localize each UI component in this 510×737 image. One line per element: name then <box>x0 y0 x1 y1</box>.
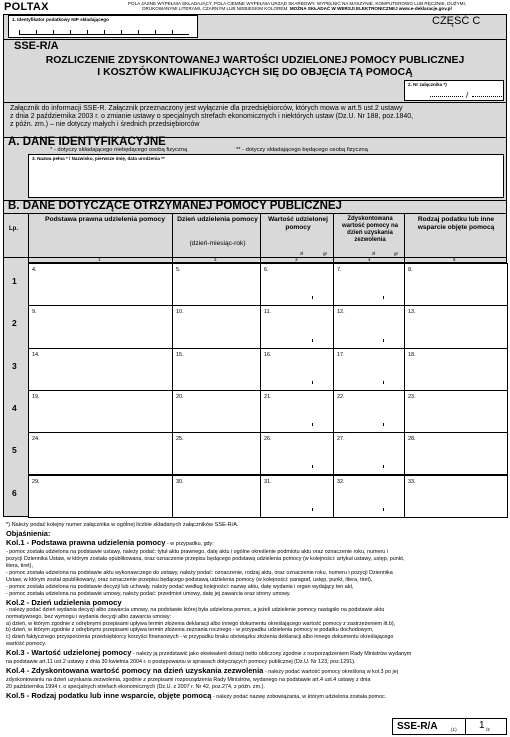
colnum-3: 3 <box>295 257 298 262</box>
col5-header: Rodzaj podatku lub inne wsparcie objęte pomocą <box>417 216 495 231</box>
col2-header: Dzień udzielenia pomocy <box>177 216 258 223</box>
decimal-comma <box>383 381 385 384</box>
section-a-title: A. DANE IDENTYFIKACYJNE <box>8 136 166 148</box>
decimal-comma <box>312 296 314 299</box>
row-lp: 2 <box>12 318 17 329</box>
footer-code: SSE-R/A <box>397 721 438 732</box>
cell-number: 22. <box>337 393 345 400</box>
decimal-comma <box>383 508 385 511</box>
table-cell-col2[interactable] <box>172 348 261 391</box>
decimal-comma <box>383 339 385 342</box>
decimal-comma <box>312 508 314 511</box>
table-cell-col4[interactable] <box>333 390 405 433</box>
header-note-line2: DRUKOWANYMI LITERAMI, CZARNYM LUB NIEBIESKIM KOLOREM. MOŻNA SKŁADAĆ W WERSJI ELEKTRONICZNEJ www.e-deklaracje.gov.pl <box>142 6 452 12</box>
kol1-line5: Ustaw, w którym został opublikowany, oraz oznaczenie przepisu będącego podstawą udzielenia pomocy (w kolejności: paragraf, ustęp, punkt, litera, tiret), <box>6 577 373 584</box>
col2-subheader: (dzień-miesiąc-rok) <box>189 240 246 247</box>
table-cell-col3[interactable] <box>260 390 334 433</box>
footer-divider <box>465 719 466 734</box>
cell-number: 13. <box>408 309 416 316</box>
table-cell-col2[interactable] <box>172 305 261 348</box>
kol2-line4: b) dzień, w którym zgodnie z odrębnymi przepisami upływa termin złożenia zeznania rocznego - w przypadku udzielenia pomocy w podatku dochodowym, <box>6 627 374 634</box>
row-lp: 5 <box>12 445 17 456</box>
kol3-line2: na podstawie art.11 ust.2 ustawy z dnia 30 kwietnia 2004 r. o postępowaniu w sprawach dotyczących pomocy publicznej (Dz.U. Nr 123, poz.1291). <box>6 659 356 666</box>
colnum-5: 5 <box>453 257 456 262</box>
nip-label: 1. Identyfikator podatkowy NIP składającego <box>12 17 109 22</box>
cell-number: 18. <box>408 351 416 358</box>
table-cell-col3[interactable] <box>260 263 334 306</box>
decimal-comma <box>383 423 385 426</box>
table-cell-col3[interactable] <box>260 348 334 391</box>
table-cell-col5[interactable] <box>404 390 508 433</box>
intro-line2: z dnia 2 października 2003 r. o zmianie ustawy o specjalnych strefach ekonomicznych i niektórych ustaw (Dz.U. Nr 188, poz.1840, <box>10 113 414 121</box>
kol2-line1: - należy podać dzień wydania decyzji albo zawarcia umowy, na podstawie której była udzielona pomoc, a jeżeli udzielenie pomocy nastąpiło na podstawie aktu <box>6 606 385 613</box>
kol4-line2: zdyskontowaniu na dzień uzyskania zezwolenia, zgodnie z przepisami rozporządzenia Rady Ministrów, wydanego na podstawie art.4 ust.4 ustawy z dnia <box>6 677 371 684</box>
kol4-line3: 20 października 1994 r. o specjalnych strefach ekonomicznych (Dz.U. z 2007 r. Nr 42, poz.274, z późn. zm.). <box>6 684 265 690</box>
kol1-line4: - pomoc została udzielona na podstawie aktu wykonawczego do ustawy, należy podać: oznaczenie, rodzaj aktu, oraz oznaczenie roku, numeru i pozycji Dziennika <box>6 570 393 577</box>
table-cell-col4[interactable] <box>333 348 405 391</box>
section-a-legend1: * - dotyczy składającego niebędącego osobą fizyczną <box>50 147 188 153</box>
attachment-number-line2 <box>472 96 502 97</box>
decimal-comma <box>312 381 314 384</box>
section-b-title: B. DANE DOTYCZĄCE OTRZYMANEJ POMOCY PUBLICZNEJ <box>8 200 342 212</box>
col4-gr: gr <box>394 251 399 256</box>
col4-zl: zł <box>372 251 376 256</box>
header-note-site: www.e-deklaracje.gov.pl <box>398 6 452 12</box>
table-cell-col4[interactable] <box>333 432 405 475</box>
decimal-comma <box>312 339 314 342</box>
cell-number: 19. <box>32 393 40 400</box>
table-cell-col5[interactable] <box>404 263 508 306</box>
attachment-number-label: 2. Nr załącznika *) <box>408 82 447 87</box>
table-cell-col4[interactable] <box>333 263 405 306</box>
attachment-number-line1 <box>430 96 463 97</box>
table-cell-col3[interactable] <box>260 475 334 518</box>
col3-header: Wartość udzielonej pomocy <box>268 216 328 231</box>
kol2-heading: Kol.2 - Dzień udzielenia pomocy <box>6 597 122 607</box>
brand-logo: POLTAX <box>4 1 49 13</box>
table-cell-col3[interactable] <box>260 305 334 348</box>
col3-gr: gr <box>323 251 328 256</box>
intro-line3: z późn. zm.) – nie dotyczy małych i średnich przedsiębiorców <box>10 121 200 129</box>
kol1-heading: Kol.1 - Podstawa prawna udzielenia pomocy - w przypadku, gdy: <box>6 538 214 548</box>
footer-page: 1 <box>479 720 485 731</box>
footer-pages: /2 <box>486 727 490 732</box>
table-cell-col1[interactable] <box>28 475 173 518</box>
decimal-comma <box>383 296 385 299</box>
cell-number: 26. <box>264 436 272 443</box>
col1-header: Podstawa prawna udzielenia pomocy <box>44 216 166 223</box>
header-note <box>92 1 502 12</box>
cell-number: 9. <box>32 309 37 316</box>
kol5-heading: Kol.5 - Rodzaj podatku lub inne wsparcie, objęte pomocą - należy podać nazwę zobowiązania, w którym udzielona została pomoc. <box>6 690 387 700</box>
cell-number: 29. <box>32 478 40 485</box>
intro-line1: Załącznik do informacji SSE-R. Załącznik przeznaczony jest wyłącznie dla przedsiębiorców, których mowa w art.5 ust.2 ustawy <box>10 105 403 112</box>
decimal-comma <box>383 465 385 468</box>
cell-number: 6. <box>264 267 269 273</box>
part-label: CZĘŚĆ C <box>432 15 481 27</box>
kol3-heading: Kol.3 - Wartość udzielonej pomocy - należy ją przedstawić jako ekwiwalent dotacji netto obliczony zgodnie z rozporządzeniem Rady Ministrów wydanym <box>6 648 412 658</box>
form-title-line1: ROZLICZENIE ZDYSKONTOWANEJ WARTOŚCI UDZIELONEJ POMOCY PUBLICZNEJ <box>45 55 465 66</box>
form-code: SSE-R/A <box>14 40 59 52</box>
explanations-title: Objaśnienia: <box>6 529 51 538</box>
row-lp: 4 <box>12 402 17 413</box>
attachment-number-sep: / <box>466 91 469 100</box>
footer-box <box>392 718 507 735</box>
cell-number: 8. <box>408 267 413 273</box>
cell-number: 7. <box>337 267 342 273</box>
table-cell-col2[interactable] <box>172 390 261 433</box>
cell-number: 27. <box>337 436 345 443</box>
row-lp: 1 <box>12 276 17 286</box>
cell-number: 15. <box>176 351 184 358</box>
colnum-1: 1 <box>98 257 101 262</box>
cell-number: 25. <box>176 436 184 443</box>
table-cell-col1[interactable] <box>28 348 173 391</box>
nip-field[interactable] <box>8 15 198 38</box>
vline-c <box>260 213 261 263</box>
table-cell-col3[interactable] <box>260 432 334 475</box>
cell-number: 31. <box>264 478 272 485</box>
cell-number: 20. <box>176 393 184 400</box>
header-note-line1: POLA JASNE WYPEŁNIA SKŁADAJĄCY, POLA CIEMNE WYPEŁNIA URZĄD SKARBOWY. WYPEŁNIĆ NA MASZYNIE, KOMPUTEROWO LUB RĘCZNIE, DUŻYMI, <box>127 1 467 6</box>
cell-number: 32. <box>337 478 345 485</box>
cell-number: 23. <box>408 393 416 400</box>
form-title-line2: I KOSZTÓW KWALIFIKUJĄCYCH SIĘ DO OBJĘCIA TĄ POMOCĄ <box>97 67 413 78</box>
header-note-bold: MOŻNA SKŁADAĆ W WERSJI ELEKTRONICZNEJ <box>289 6 398 12</box>
footnote: *) Należy podać kolejny numer załącznika w ogólnej liczbie składanych załączników SSE-R/A. <box>6 522 239 528</box>
row-lp: 6 <box>12 487 17 498</box>
table-cell-col5[interactable] <box>404 475 508 518</box>
table-cell-col5[interactable] <box>404 348 508 391</box>
cell-number: 12. <box>337 309 345 316</box>
cell-number: 30. <box>176 478 184 485</box>
colnum-4: 4 <box>368 257 371 262</box>
cell-number: 4. <box>32 267 37 273</box>
nip-digit-ticks <box>19 30 189 35</box>
col-lp-header: Lp. <box>9 226 18 232</box>
table-cell-col2[interactable] <box>172 432 261 475</box>
intro-box <box>3 102 507 138</box>
vline-d <box>333 213 334 263</box>
kol1-line1: - pomoc została udzielona na podstawie ustawy, należy podać: tytuł aktu prawnego, datę aktu i ogólne określenie podmiotu aktu oraz oznaczenie roku, numeru i <box>6 549 388 556</box>
section-a-legend2: ** - dotyczy składającego będącego osobą fizyczną <box>236 147 368 153</box>
decimal-comma <box>312 423 314 426</box>
col3-zl: zł <box>300 251 304 256</box>
cell-number: 16. <box>264 351 272 358</box>
table-cell-col4[interactable] <box>333 305 405 348</box>
vline-b <box>172 213 173 263</box>
vline-e <box>404 213 405 263</box>
cell-number: 28. <box>408 436 416 443</box>
cell-number: 24. <box>32 436 40 443</box>
kol1-line6: - pomoc została udzielona na podstawie decyzji lub uchwały, należy podać według kolejności: nazwę aktu, datę wydania i organ wydający ten akt, <box>6 583 354 590</box>
table-cell-col5[interactable] <box>404 432 508 475</box>
table-cell-col1[interactable] <box>28 432 173 475</box>
table-cell-col1[interactable] <box>28 263 173 306</box>
col4-header: Zdyskontowana wartość pomocy na dzień uzyskania zezwolenia <box>341 216 398 243</box>
colnum-2: 2 <box>214 257 217 262</box>
table-cell-col2[interactable] <box>172 263 261 306</box>
cell-number: 21. <box>264 393 272 400</box>
kol2-line5: c) dzień faktycznego przysporzenia przedsiębiorcy korzyści finansowych - w przypadku braku obowiązku złożenia deklaracji albo innego dokumentu określającego <box>6 634 394 641</box>
row-lp: 3 <box>12 360 17 371</box>
kol1-line2: pozycji Dziennika Ustaw, w którym została opublikowana, oraz oznaczenie przepisu będącego podstawą udzielenia pomocy (w kolejności: artykuł ustawy, ustęp, punkt, <box>6 556 405 563</box>
footer-version: (1) <box>451 727 457 732</box>
kol1-line3: litera, tiret), <box>6 563 33 570</box>
attachment-number-field[interactable] <box>404 80 504 101</box>
kol2-line3: a) dzień, w którym zgodnie z odrębnymi przepisami upływa termin złożenia deklaracji albo innego dokumentu określającego wartość pomocy z zastrzeżeniem lit.b), <box>6 620 396 627</box>
cell-number: 17. <box>337 351 345 358</box>
cell-number: 14. <box>32 351 40 358</box>
table-cell-col4[interactable] <box>333 475 405 518</box>
table-cell-col1[interactable] <box>28 390 173 433</box>
kol2-line2: normatywnego, bez wymogu i wydania decyzji albo zawarcia umowy: <box>6 613 172 620</box>
table-cell-col5[interactable] <box>404 305 508 348</box>
kol1-line7: - pomoc została udzielona na podstawie umowy, należy podać: przedmiot umowy, datę jej zawarcia oraz strony umowy. <box>6 590 291 597</box>
cell-number: 5. <box>176 267 181 273</box>
table-cell-col1[interactable] <box>28 305 173 348</box>
full-name-field[interactable] <box>28 154 504 198</box>
full-name-label: 3. Nazwa pełna * / Nazwisko, pierwsze imię, data urodzenia ** <box>32 156 165 161</box>
table-cell-col2[interactable] <box>172 475 261 518</box>
cell-number: 11. <box>264 309 272 316</box>
decimal-comma <box>312 465 314 468</box>
cell-number: 33. <box>408 478 416 485</box>
kol4-heading: Kol.4 - Zdyskontowana wartość pomocy na dzień uzyskania zezwolenia - należy podać wartość pomocy określoną w kol.3 po jej <box>6 666 398 676</box>
cell-number: 10. <box>176 309 184 316</box>
explanations <box>6 530 506 702</box>
kol2-line6: wartość pomocy. <box>6 641 47 648</box>
